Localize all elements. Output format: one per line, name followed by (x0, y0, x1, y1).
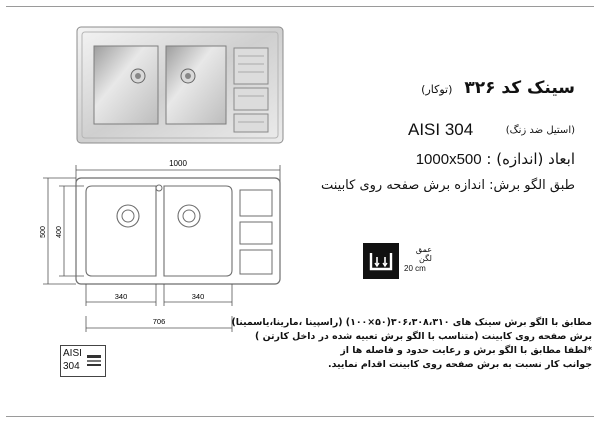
width-total-label: 1000 (169, 159, 187, 168)
product-title (380, 78, 575, 98)
sink-photo (76, 26, 284, 144)
left-bowl (86, 186, 156, 276)
cut-template-note: طبق الگو برش: اندازه برش صفحه روی کابینت (320, 178, 575, 193)
note-line: برش صفحه روی کابینت (متناسب با الگو برش تعبیه شده در داخل کارتن ) (255, 331, 592, 342)
product-title-sub: (توکار) (421, 83, 453, 96)
steel-plate-icon (86, 352, 102, 368)
material-code: AISI 304 (408, 120, 474, 139)
left-drain (117, 205, 139, 227)
note-line: مطابق با الگو برش سینک های ۳۰۶،۳۰۸،۳۱۰(۵۰×۱۰۰) (راسپینا ،مارینا،یاسمینا) (231, 317, 592, 328)
dimensions-row (380, 150, 575, 168)
basin-depth-value: 20 cm (404, 264, 426, 273)
right-bowl (164, 186, 232, 276)
note-line: جوانب کار نسبت به برش صفحه روی کابینت اقدام نمایید. (328, 359, 592, 370)
drainboard-section-2 (240, 222, 272, 244)
left-bowl-width-label: 340 (114, 292, 128, 301)
material-note: (استیل ضد زنگ) (505, 125, 575, 136)
right-drain (178, 205, 200, 227)
material-badge (60, 345, 106, 377)
material-row (400, 120, 575, 142)
material-badge-text (63, 347, 82, 373)
sink-outline (76, 178, 280, 284)
drainboard-section-1 (240, 190, 272, 216)
installation-notes (231, 316, 592, 372)
right-bowl-width-label: 340 (191, 292, 205, 301)
note-line: *لطفا مطابق با الگو برش و رعایت حدود و فاصله ها از (340, 345, 592, 356)
dimensions-value: 1000x500 (415, 151, 482, 168)
frame-bottom-rule (6, 416, 594, 417)
product-title-text: سینک کد ۳۲۶ (464, 78, 575, 98)
basin-depth-icon (363, 243, 399, 279)
bowls-span-label: 706 (152, 317, 166, 326)
dimensions-label: ابعاد (اندازه) : (486, 150, 575, 168)
material-badge-line2: 304 (63, 361, 80, 372)
drainboard-section-3 (240, 250, 272, 274)
basin-depth-label: عمق لگن (415, 245, 432, 263)
basin-icon (363, 243, 399, 279)
dimension-drawing (40, 156, 290, 336)
frame-top-rule (6, 6, 594, 7)
material-badge-line1: AISI (63, 348, 82, 359)
height-outer-label: 500 (40, 226, 47, 238)
height-inner-label: 400 (56, 226, 63, 238)
